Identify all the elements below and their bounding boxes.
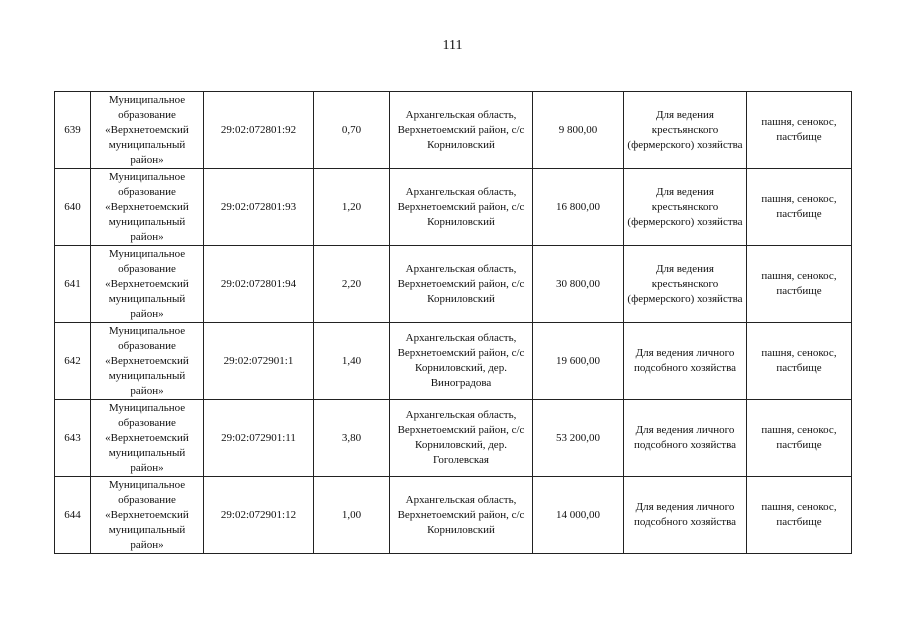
cell-owner: Муниципальное образование «Верхнетоемский муниципальный район» [91,400,204,477]
land-plots-table [54,91,852,554]
table-row [55,400,852,477]
cell-cadastral-number: 29:02:072801:94 [204,246,314,323]
cell-land-use: пашня, сенокос, пастбище [747,400,852,477]
cell-area: 3,80 [314,400,390,477]
cell-area: 1,20 [314,169,390,246]
cell-value: 9 800,00 [533,92,624,169]
cell-purpose: Для ведения личного подсобного хозяйства [624,323,747,400]
cell-value: 19 600,00 [533,323,624,400]
cell-land-use: пашня, сенокос, пастбище [747,169,852,246]
page-number: 111 [442,38,463,53]
cell-purpose: Для ведения крестьянского (фермерского) хозяйства [624,246,747,323]
cell-value: 53 200,00 [533,400,624,477]
cell-area: 2,20 [314,246,390,323]
cell-location: Архангельская область, Верхнетоемский район, с/с Корниловский [390,246,533,323]
cell-number: 644 [55,477,91,554]
cell-owner: Муниципальное образование «Верхнетоемский муниципальный район» [91,169,204,246]
table-row [55,169,852,246]
cell-cadastral-number: 29:02:072801:93 [204,169,314,246]
cell-cadastral-number: 29:02:072901:11 [204,400,314,477]
cell-land-use: пашня, сенокос, пастбище [747,323,852,400]
cell-purpose: Для ведения личного подсобного хозяйства [624,400,747,477]
table-row [55,323,852,400]
cell-area: 1,00 [314,477,390,554]
cell-cadastral-number: 29:02:072801:92 [204,92,314,169]
cell-area: 1,40 [314,323,390,400]
cell-number: 639 [55,92,91,169]
cell-number: 641 [55,246,91,323]
cell-land-use: пашня, сенокос, пастбище [747,477,852,554]
cell-location: Архангельская область, Верхнетоемский район, с/с Корниловский, дер. Виноградова [390,323,533,400]
cell-owner: Муниципальное образование «Верхнетоемский муниципальный район» [91,477,204,554]
cell-value: 30 800,00 [533,246,624,323]
table-row [55,92,852,169]
cell-area: 0,70 [314,92,390,169]
cell-purpose: Для ведения личного подсобного хозяйства [624,477,747,554]
cell-value: 14 000,00 [533,477,624,554]
cell-purpose: Для ведения крестьянского (фермерского) хозяйства [624,169,747,246]
cell-cadastral-number: 29:02:072901:1 [204,323,314,400]
table-row [55,477,852,554]
cell-location: Архангельская область, Верхнетоемский район, с/с Корниловский [390,92,533,169]
cell-number: 640 [55,169,91,246]
table-row [55,246,852,323]
cell-owner: Муниципальное образование «Верхнетоемский муниципальный район» [91,246,204,323]
cell-land-use: пашня, сенокос, пастбище [747,92,852,169]
cell-cadastral-number: 29:02:072901:12 [204,477,314,554]
cell-owner: Муниципальное образование «Верхнетоемский муниципальный район» [91,323,204,400]
cell-location: Архангельская область, Верхнетоемский район, с/с Корниловский [390,477,533,554]
cell-number: 643 [55,400,91,477]
cell-owner: Муниципальное образование «Верхнетоемский муниципальный район» [91,92,204,169]
cell-value: 16 800,00 [533,169,624,246]
cell-number: 642 [55,323,91,400]
cell-purpose: Для ведения крестьянского (фермерского) хозяйства [624,92,747,169]
cell-land-use: пашня, сенокос, пастбище [747,246,852,323]
cell-location: Архангельская область, Верхнетоемский район, с/с Корниловский [390,169,533,246]
cell-location: Архангельская область, Верхнетоемский район, с/с Корниловский, дер. Гоголевская [390,400,533,477]
